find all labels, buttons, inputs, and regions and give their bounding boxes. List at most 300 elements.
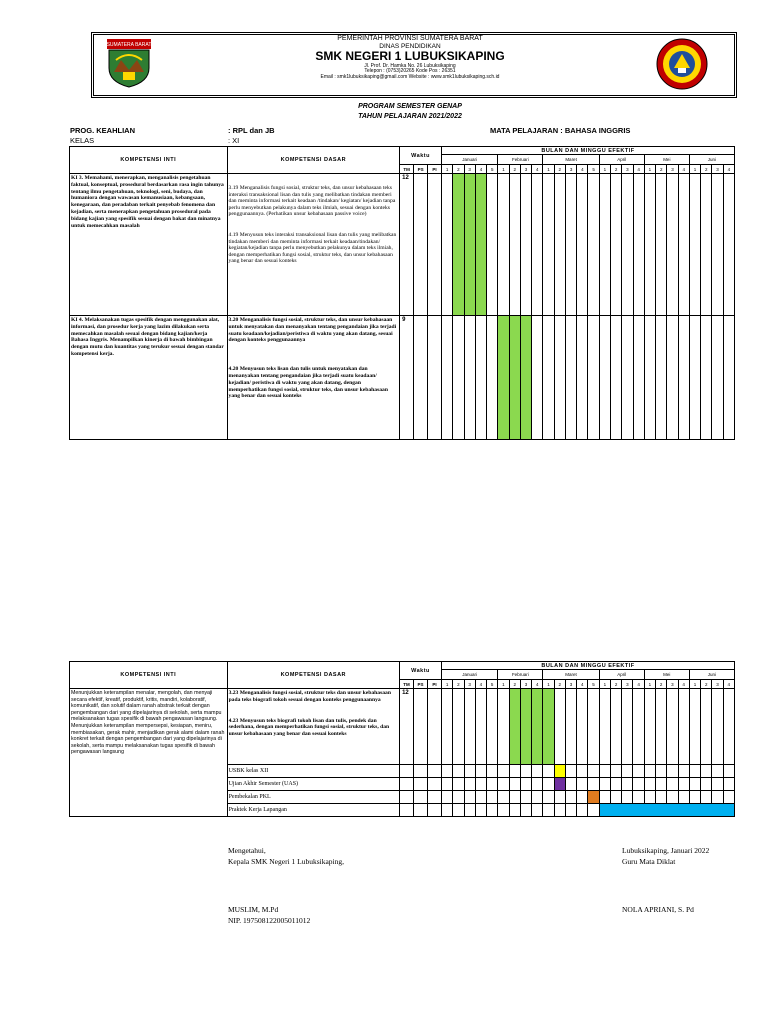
month-feb: Februari (498, 670, 543, 680)
week-cell: 1 (543, 165, 554, 174)
week-cell (520, 778, 531, 791)
week-cell (622, 689, 633, 765)
week-cell: 1 (644, 680, 655, 689)
week-cell (532, 804, 543, 817)
week-cell (667, 174, 678, 316)
week-cell (441, 689, 452, 765)
week-cell: 2 (554, 165, 565, 174)
doc-title-1: PROGRAM SEMESTER GENAP (358, 103, 462, 110)
week-cell (475, 316, 486, 440)
prog-label: PROG. KEAHLIAN (70, 126, 136, 135)
week-cell (520, 804, 531, 817)
phone-line: Telepon : (0753)20265 Kode Pos : 26351 (364, 68, 456, 74)
ki3-text: KI 3. Memahami, menerapkan, menganalisis pengetahuan faktual, konseptual, prosedural berdasarkan rasa ingin tahunya tentang ilmu pengetahuan, teknologi, seni, budaya, dan humaniora dengan wawasan kemanusiaan, kebangsaan, kenegaraan, dan peradaban terkait penyebab fenomena dan kejadian, serta menerapkan pengetahuan prosedural pada bidang kajian yang spesifik sesuai dengan bakat dan minatnya untuk memecahkan masalah (70, 174, 228, 316)
tm-header: TM (400, 165, 414, 174)
month-mar: Maret (543, 670, 599, 680)
pi-cell (428, 765, 442, 778)
week-cell (532, 791, 543, 804)
week-cell (622, 778, 633, 791)
week-cell (588, 804, 599, 817)
week-cell: 3 (667, 680, 678, 689)
week-cell: 5 (588, 165, 599, 174)
week-cell: 1 (442, 165, 453, 174)
week-cell (565, 765, 576, 778)
week-cell: 4 (475, 165, 486, 174)
month-apr: April (599, 155, 644, 165)
week-cell (599, 689, 610, 765)
week-cell (656, 778, 667, 791)
week-cell (633, 316, 644, 440)
tm-cell (400, 765, 414, 778)
week-cell (565, 791, 576, 804)
week-cell (577, 791, 588, 804)
week-cell (588, 765, 599, 778)
week-cell (453, 791, 464, 804)
week-cell (498, 765, 509, 778)
week-cell (577, 765, 588, 778)
week-cell (644, 765, 655, 778)
week-cell (464, 791, 475, 804)
week-cell (622, 174, 633, 316)
week-cell: 3 (464, 680, 475, 689)
prog-value: : RPL dan JB (228, 126, 275, 135)
week-cell: 2 (453, 165, 464, 174)
week-cell: 4 (577, 680, 588, 689)
week-cell (588, 778, 599, 791)
kd-3-23: 3.23 Menganalisis fungsi sosial, struktur teks dan unsur kebahasaan pada teks biografi tokoh sesuai dengan konteks penggunaannya (228, 690, 391, 703)
week-cell: 2 (554, 680, 565, 689)
tm-cell (400, 791, 414, 804)
week-cell: 5 (487, 680, 498, 689)
week-cell (464, 689, 475, 765)
week-cell (453, 689, 464, 765)
doc-title-2: TAHUN PELAJARAN 2021/2022 (358, 113, 462, 120)
week-cell (610, 765, 621, 778)
week-cell (667, 791, 678, 804)
dept-line: DINAS PENDIDIKAN (379, 43, 441, 50)
week-cell (442, 316, 453, 440)
kd-cell (227, 174, 400, 316)
tm-header: TM (400, 680, 414, 689)
week-cell-active (498, 316, 509, 440)
tm-value: 9 (400, 316, 414, 440)
gov-line: PEMERINTAH PROVINSI SUMATERA BARAT (337, 35, 483, 42)
week-cell (689, 791, 700, 804)
week-cell-active (475, 174, 486, 316)
week-cell (678, 316, 689, 440)
week-cell (464, 804, 475, 817)
week-cell (667, 765, 678, 778)
week-cell (701, 791, 712, 804)
sig-left-2: Kepala SMK Negeri 1 Lubuksikaping, (228, 857, 345, 866)
week-cell (667, 689, 678, 765)
week-cell (475, 778, 486, 791)
pi-cell (428, 316, 442, 440)
ps-cell (414, 778, 428, 791)
week-cell (509, 778, 520, 791)
week-cell (509, 765, 520, 778)
ki-header: KOMPETENSI INTI (70, 662, 228, 689)
week-cell (509, 804, 520, 817)
week-cell: 3 (712, 165, 723, 174)
week-cell: 3 (712, 680, 723, 689)
school-name: SMK NEGERI 1 LUBUKSIKAPING (315, 49, 505, 63)
week-cell (565, 316, 576, 440)
week-cell (599, 316, 610, 440)
sig-left-name: MUSLIM, M.Pd (228, 905, 279, 914)
week-cell (610, 778, 621, 791)
week-cell (475, 689, 486, 765)
week-cell (712, 689, 723, 765)
week-cell (712, 316, 723, 440)
tm-value: 12 (400, 174, 414, 316)
week-cell: 4 (723, 680, 734, 689)
week-cell (701, 765, 712, 778)
kd-4-19: 4.19 Menyusun teks interaksi transaksional lisan dan tulis yang melibatkan tindakan memberi dan meminta informasi terkait keadaan/tindakan/ kegiatan/kejadian tanpa perlu menyebutkan pelakunya dalam teks ilmiah, dengan memperhatikan fungsi sosial, struktur teks, dan unsur kebahasaan yang benar dan sesuai konteks (228, 231, 397, 265)
week-cell (644, 791, 655, 804)
week-cell (475, 791, 486, 804)
week-cell: 5 (487, 165, 498, 174)
week-cell (543, 174, 554, 316)
week-cell (633, 778, 644, 791)
week-cell: 1 (689, 165, 700, 174)
week-cell (656, 174, 667, 316)
week-cell (520, 174, 531, 316)
week-cell (633, 174, 644, 316)
month-feb: Februari (498, 155, 543, 165)
week-cell (487, 765, 498, 778)
week-cell (453, 778, 464, 791)
week-cell (565, 174, 576, 316)
week-cell: 1 (543, 680, 554, 689)
week-cell (520, 791, 531, 804)
week-cell (577, 689, 588, 765)
week-cell (644, 689, 655, 765)
kd-cell (227, 316, 400, 440)
week-cell (442, 174, 453, 316)
week-cell (487, 804, 498, 817)
month-mei: Mei (644, 670, 689, 680)
week-cell (712, 174, 723, 316)
week-cell (441, 791, 452, 804)
week-cell (498, 804, 509, 817)
week-cell: 2 (701, 165, 712, 174)
week-cell: 4 (475, 680, 486, 689)
ki4-text: KI 4. Melaksanakan tugas spesifik dengan menggunakan alat, informasi, dan prosedur kerja yang lazim dilakukan serta memecahkan masalah sesuai dengan bidang kajian/kerja Bahasa Inggris. Menampilkan kinerja di bawah bimbingan dengan mutu dan kuantitas yang terukur sesuai dengan standar kompetensi kerja. (70, 316, 228, 440)
week-cell (588, 316, 599, 440)
ps-cell (414, 804, 428, 817)
month-jun: Juni (689, 670, 734, 680)
week-cell (633, 765, 644, 778)
week-cell (599, 778, 610, 791)
week-cell (678, 174, 689, 316)
kd-cell (227, 689, 400, 765)
tm-cell (400, 804, 414, 817)
week-cell (565, 804, 576, 817)
week-cell (464, 778, 475, 791)
pi-header: PI (428, 165, 442, 174)
week-cell-active (520, 316, 531, 440)
week-cell: 2 (453, 680, 464, 689)
week-cell (610, 689, 621, 765)
week-cell: 1 (599, 680, 610, 689)
week-cell (554, 791, 565, 804)
week-cell: 4 (577, 165, 588, 174)
table-row (70, 316, 735, 440)
month-apr: April (599, 670, 644, 680)
week-cell (712, 791, 723, 804)
week-cell (678, 791, 689, 804)
ki-header: KOMPETENSI INTI (70, 147, 228, 174)
week-cell (644, 316, 655, 440)
week-cell (667, 316, 678, 440)
week-cell (723, 765, 734, 778)
week-cell (565, 689, 576, 765)
week-cell (656, 765, 667, 778)
week-cell: 2 (656, 680, 667, 689)
pi-cell (428, 778, 442, 791)
ps-cell (414, 174, 428, 316)
week-cell: 1 (644, 165, 655, 174)
week-cell (611, 174, 622, 316)
week-cell (712, 778, 723, 791)
week-cell-active (464, 174, 475, 316)
week-cell (610, 791, 621, 804)
week-cell (689, 765, 700, 778)
ps-header: PS (414, 680, 428, 689)
address-line: Jl. Prof. Dr. Hamka No. 26 Lubuksikaping (364, 63, 456, 69)
week-cell: 2 (509, 680, 520, 689)
week-cell (498, 174, 509, 316)
week-cell (532, 316, 543, 440)
week-cell-active (509, 689, 520, 765)
week-cell (599, 765, 610, 778)
week-cell (678, 778, 689, 791)
ps-cell (414, 689, 428, 765)
week-cell (554, 316, 565, 440)
week-cell (464, 765, 475, 778)
week-cell (532, 778, 543, 791)
week-cell: 1 (599, 165, 610, 174)
ps-cell (414, 316, 428, 440)
week-cell-active (453, 174, 464, 316)
usbk-week-marker (554, 765, 565, 778)
week-cell (554, 689, 565, 765)
pembekalan-week-marker (588, 791, 599, 804)
week-cell (633, 791, 644, 804)
week-cell (565, 778, 576, 791)
week-cell: 1 (498, 165, 509, 174)
sig-left-1: Mengetahui, (228, 846, 266, 855)
week-cell: 3 (565, 165, 576, 174)
week-cell (487, 791, 498, 804)
sig-left-nip: NIP. 197508122005011012 (228, 916, 311, 925)
kelas-value: : XI (228, 136, 240, 145)
week-cell (656, 316, 667, 440)
pi-header: PI (428, 680, 442, 689)
week-cell (441, 765, 452, 778)
email-line: Email : smk1lubuksikaping@gmail.com Website : www.smk1lubuksikaping.sch.id (320, 74, 500, 80)
kd-4-20: 4.20 Menyusun teks lisan dan tulis untuk menyatakan dan menanyakan tentang pengandaian jika terjadi suatu keadaan/ kejadian/ peristiwa di waktu yang akan datang, dengan memperhatikan fungsi sosial, struktur teks, dan unsur kebahasaan yang benar dan sesuai konteks (228, 366, 388, 400)
week-cell: 3 (565, 680, 576, 689)
kd-4-23: 4.23 Menyusun teks biografi tokoh lisan dan tulis, pendek dan sederhana, dengan memperhatikan fungsi sosial, struktur teks, dan unsur kebahasaan yang benar dan sesuai konteks (228, 717, 390, 738)
kd-header: KOMPETENSI DASAR (227, 147, 400, 174)
schedule-table-1 (69, 146, 735, 440)
kd-3-19: 3.19 Menganalisis fungsi sosial, struktur teks, dan unsur kebahasaan teks interaksi transaksional lisan dan tulis yang melibatkan tindakan memberi dan meminta informasi terkait keadaan /tindakan/ kegiatan/ kejadian tanpa perlu menyebutkan pelakunya dalam teks ilmiah, sesuai dengan konteks penggunaannya. (Perhatikan unsur kebahasaan passive voice) (228, 185, 396, 218)
schedule-table-2 (69, 661, 735, 817)
week-cell (453, 804, 464, 817)
week-cell: 4 (532, 165, 543, 174)
week-cell-active (543, 689, 554, 765)
week-cell (701, 316, 712, 440)
week-cell: 1 (689, 680, 700, 689)
week-cell (667, 778, 678, 791)
logo-left-text: SUMATERA BARAT (106, 42, 152, 48)
week-cell (487, 778, 498, 791)
week-cell (498, 791, 509, 804)
kd-3-20: 3.20 Menganalisis fungsi sosial, struktur teks, dan unsur kebahasaan untuk menyatakan dan menanyakan tentang pengandaian jika terjadi suatu keadaan/kejadian/peristiwa di waktu yang akan datang, sesuai dengan konteks penggunaannya (228, 317, 397, 344)
week-cell: 3 (667, 165, 678, 174)
week-cell-active (509, 316, 520, 440)
week-cell (475, 765, 486, 778)
waktu-header: Waktu (400, 662, 442, 680)
week-cell: 4 (678, 165, 689, 174)
week-cell (554, 804, 565, 817)
week-cell-active (520, 689, 531, 765)
bulan-header: BULAN DAN MINGGU EFEKTIF (441, 662, 734, 670)
week-cell (723, 791, 734, 804)
week-cell (689, 778, 700, 791)
week-cell (723, 316, 734, 440)
week-cell: 4 (678, 680, 689, 689)
week-cell (543, 778, 554, 791)
week-cell (689, 174, 700, 316)
week-cell (509, 791, 520, 804)
week-cell (577, 778, 588, 791)
week-cell (712, 765, 723, 778)
week-cell: 3 (520, 165, 531, 174)
week-cell (441, 804, 452, 817)
week-cell (599, 791, 610, 804)
week-cell (498, 689, 509, 765)
week-cell: 1 (441, 680, 452, 689)
pi-cell (428, 791, 442, 804)
week-cell: 4 (633, 680, 644, 689)
week-cell (622, 316, 633, 440)
kd-header: KOMPETENSI DASAR (227, 662, 400, 689)
table-row (70, 689, 735, 765)
week-cell (577, 316, 588, 440)
month-jun: Juni (689, 155, 734, 165)
month-mei: Mei (644, 155, 689, 165)
month-jan: Januari (442, 155, 498, 165)
sig-right-2: Guru Mata Diklat (622, 857, 676, 866)
week-cell (453, 765, 464, 778)
week-cell (701, 174, 712, 316)
week-cell (689, 689, 700, 765)
week-cell (678, 765, 689, 778)
week-cell (543, 804, 554, 817)
month-jan: Januari (441, 670, 497, 680)
week-cell (599, 174, 610, 316)
week-cell (701, 689, 712, 765)
week-cell (543, 791, 554, 804)
week-cell (611, 316, 622, 440)
week-cell (678, 689, 689, 765)
ps-cell (414, 765, 428, 778)
ps-cell (414, 791, 428, 804)
table-row (70, 174, 735, 316)
week-cell (464, 316, 475, 440)
week-cell (453, 316, 464, 440)
week-cell (487, 174, 498, 316)
week-cell (543, 765, 554, 778)
week-cell (554, 174, 565, 316)
week-cell (577, 804, 588, 817)
week-cell (723, 174, 734, 316)
week-cell (498, 778, 509, 791)
week-cell (577, 174, 588, 316)
pkl-period-bar (599, 804, 734, 817)
week-cell (487, 316, 498, 440)
ps-header: PS (414, 165, 428, 174)
week-cell: 4 (532, 680, 543, 689)
week-cell (633, 689, 644, 765)
week-cell (487, 689, 498, 765)
mapel-label: MATA PELAJARAN : BAHASA INGGRIS (490, 126, 631, 135)
week-cell: 2 (610, 680, 621, 689)
sig-right-name: NOLA APRIANI, S. Pd (622, 905, 694, 914)
week-cell (689, 316, 700, 440)
week-cell (701, 778, 712, 791)
week-cell (532, 174, 543, 316)
week-cell (532, 765, 543, 778)
event-pembekalan-pkl: Pembekalan PKL (227, 791, 400, 804)
week-cell (723, 689, 734, 765)
tm-value: 12 (400, 689, 414, 765)
week-cell (509, 174, 520, 316)
week-cell: 2 (611, 165, 622, 174)
tm-cell (400, 778, 414, 791)
week-cell (441, 778, 452, 791)
week-cell (622, 765, 633, 778)
pi-cell (428, 804, 442, 817)
event-usbk: USBK kelas XII (227, 765, 400, 778)
week-cell: 2 (656, 165, 667, 174)
uas-week-marker (554, 778, 565, 791)
waktu-header: Waktu (400, 147, 442, 165)
week-cell: 5 (588, 680, 599, 689)
kelas-label: KELAS (70, 136, 95, 145)
week-cell: 4 (723, 165, 734, 174)
week-cell: 2 (701, 680, 712, 689)
week-cell (475, 804, 486, 817)
week-cell (520, 765, 531, 778)
week-cell (588, 689, 599, 765)
bulan-header: BULAN DAN MINGGU EFEKTIF (442, 147, 735, 155)
week-cell: 3 (520, 680, 531, 689)
week-cell (543, 316, 554, 440)
event-uas: Ujian Akhir Semester (UAS) (227, 778, 400, 791)
pi-cell (428, 174, 442, 316)
week-cell: 3 (464, 165, 475, 174)
week-cell: 3 (622, 680, 633, 689)
week-cell (588, 174, 599, 316)
event-praktek-kerja: Praktek Kerja Lapangan (227, 804, 400, 817)
week-cell: 2 (509, 165, 520, 174)
week-cell (622, 791, 633, 804)
month-mar: Maret (543, 155, 599, 165)
